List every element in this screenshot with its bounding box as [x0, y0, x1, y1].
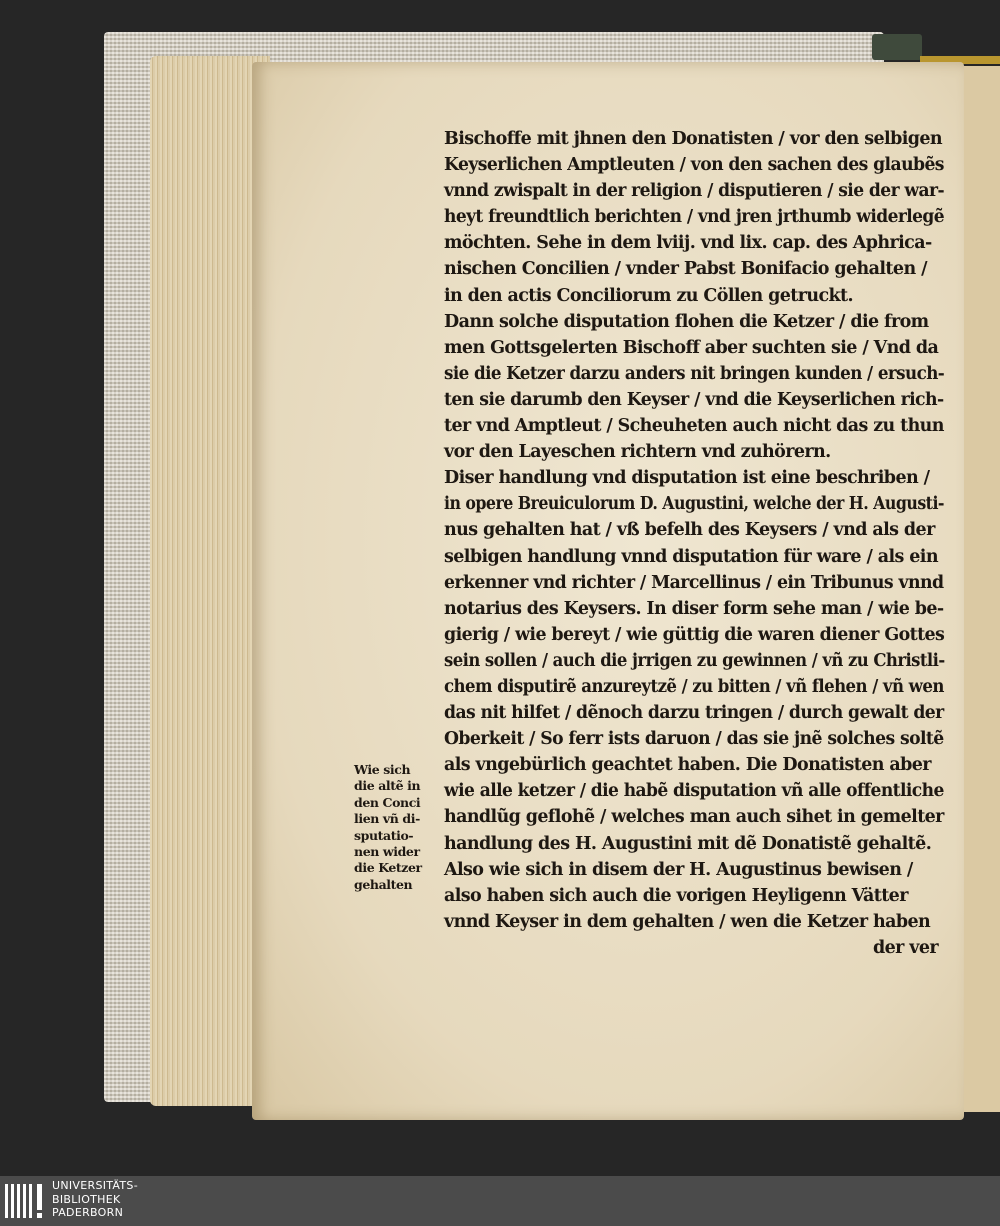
text-line: vnnd zwispalt in der religion / disputieren / sie der war- — [444, 181, 944, 202]
text-line: vnnd Keyser in dem gehalten / wen die Ketzer haben — [444, 911, 931, 932]
text-line: handlũg geflohẽ / welches man auch sihet in gemelter — [444, 807, 944, 828]
text-line: möchten. Sehe in dem lviij. vnd lix. cap. des Aphrica- — [444, 233, 932, 254]
main-text-column — [444, 126, 944, 961]
text-line: Bischoffe mit jhnen den Donatisten / vor den selbigen — [444, 129, 943, 149]
text-line: men Gottsgelerten Bischoff aber suchten sie / Vnd da — [444, 337, 939, 358]
text-line: Diser handlung vnd disputation ist eine beschriben / — [444, 468, 930, 489]
text-line: also haben sich auch die vorigen Heyligenn Vätter — [444, 885, 908, 906]
text-line: wie alle ketzer / die habẽ disputation vñ alle offentliche — [444, 781, 944, 802]
text-line: als vngebürlich geachtet haben. Die Donatisten aber — [444, 755, 931, 776]
text-line: in den actis Conciliorum zu Cöllen getruckt. — [444, 285, 854, 306]
library-footer — [0, 1176, 1000, 1226]
margin-note-line: die altẽ in — [354, 778, 421, 794]
text-line: handlung des H. Augustini mit dẽ Donatistẽ gehaltẽ. — [444, 833, 932, 854]
text-line: in opere Breuiculorum D. Augustini, welche der H. Augusti- — [444, 494, 944, 515]
text-line: sie die Ketzer darzu anders nit bringen kunden / ersuch- — [444, 363, 945, 384]
margin-note-line: sputatio- — [354, 827, 414, 843]
text-line: Oberkeit / So ferr ists daruon / das sie jnẽ solches soltẽ — [444, 729, 944, 750]
margin-note-line: gehalten — [354, 876, 413, 892]
text-line: nus gehalten hat / vß befelh des Keysers / vnd als der — [444, 520, 935, 541]
text-line: nischen Concilien / vnder Pabst Bonifacio gehalten / — [444, 259, 927, 280]
text-line: das nit hilfet / dẽnoch darzu tringen / durch gewalt der — [444, 703, 944, 724]
text-line: Dann solche disputation flohen die Ketzer / die from — [444, 311, 929, 332]
library-name-line: PADERBORN — [52, 1206, 124, 1219]
text-line: gierig / wie bereyt / wie güttig die waren diener Gottes — [444, 624, 945, 645]
book-spine-edge — [872, 34, 922, 60]
margin-note-line: nen wider — [354, 843, 420, 859]
margin-note-line: Wie sich — [354, 762, 411, 777]
text-line: heyt freundtlich berichten / vnd jren jrthumb widerlegẽ — [444, 207, 945, 228]
catchword: der ver — [872, 937, 938, 958]
text-line: notarius des Keysers. In diser form sehe man / wie be- — [444, 598, 944, 619]
margin-note-line: die Ketzer — [354, 860, 422, 876]
facing-page-edge — [962, 66, 1000, 1112]
text-line: Keyserlichen Amptleuten / von den sachen des glaubẽs — [444, 155, 944, 176]
margin-note — [354, 762, 444, 893]
margin-note-line: den Conci — [354, 794, 421, 810]
text-line: chem disputirẽ anzureytzẽ / zu bitten / vñ flehen / vñ wen — [444, 676, 944, 697]
text-line: ter vnd Amptleut / Scheuheten auch nicht das zu thun — [444, 416, 944, 437]
text-line: vor den Layeschen richtern vnd zuhörern. — [444, 442, 831, 463]
text-line: sein sollen / auch die jrrigen zu gewinnen / vñ zu Christli- — [444, 650, 945, 671]
text-line: ten sie darumb den Keyser / vnd die Keyserlichen rich- — [444, 389, 944, 410]
text-line: Also wie sich in disem der H. Augustinus bewisen / — [444, 859, 913, 880]
library-name — [52, 1179, 138, 1220]
library-logo-icon — [4, 1180, 46, 1222]
text-line: erkenner vnd richter / Marcellinus / ein Tribunus vnnd — [444, 572, 944, 593]
library-name-line: UNIVERSITÄTS- — [52, 1179, 138, 1192]
text-line: selbigen handlung vnnd disputation für ware / als ein — [444, 546, 938, 567]
margin-note-line: lien vñ di- — [354, 811, 420, 827]
library-name-line: BIBLIOTHEK — [52, 1192, 121, 1206]
